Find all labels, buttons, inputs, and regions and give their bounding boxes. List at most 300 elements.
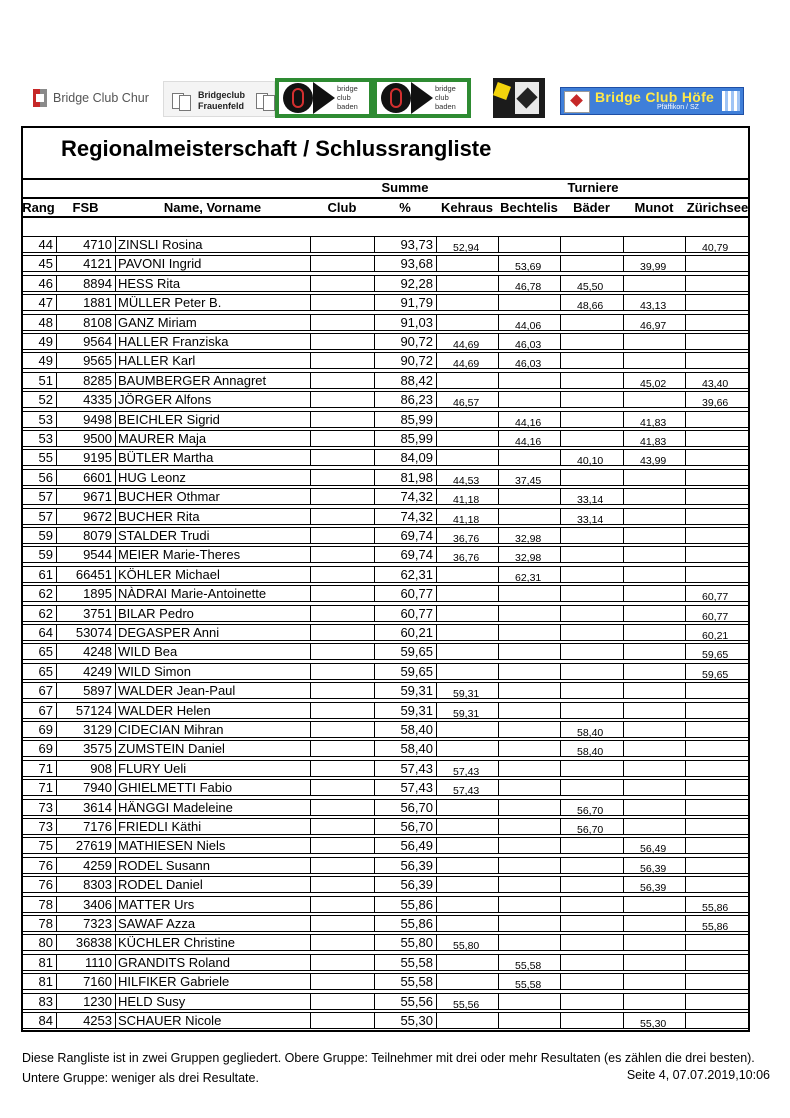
cell-zuerichsee xyxy=(685,469,750,486)
cell-munot xyxy=(623,643,686,660)
cell-name: MAURER Maja xyxy=(115,430,311,447)
cell-rang: 81 xyxy=(21,954,57,971)
cell-kehraus xyxy=(436,721,499,738)
cell-name: SAWAF Azza xyxy=(115,915,311,932)
cell-club xyxy=(310,333,375,350)
cell-pct: 55,86 xyxy=(374,896,437,913)
cell-fsb: 4259 xyxy=(56,857,116,874)
cell-club xyxy=(310,352,375,369)
cell-pct: 56,70 xyxy=(374,818,437,835)
cell-name: WALDER Helen xyxy=(115,702,311,719)
cell-munot xyxy=(623,333,686,350)
cell-fsb: 8303 xyxy=(56,876,116,893)
cell-zuerichsee xyxy=(685,837,750,854)
cell-zuerichsee xyxy=(685,973,750,990)
cell-club xyxy=(310,430,375,447)
cell-pct: 84,09 xyxy=(374,449,437,466)
chur-logo-text: Bridge Club Chur xyxy=(53,91,149,105)
cell-club xyxy=(310,876,375,893)
cell-baeder xyxy=(560,469,624,486)
cell-rang: 56 xyxy=(21,469,57,486)
cell-munot: 55,30 xyxy=(623,1012,686,1029)
cell-name: FRIEDLI Käthi xyxy=(115,818,311,835)
cell-baeder xyxy=(560,915,624,932)
cell-munot xyxy=(623,721,686,738)
cell-club xyxy=(310,391,375,408)
cell-club xyxy=(310,779,375,796)
cell-kehraus: 55,80 xyxy=(436,934,499,951)
bridge-club-hoefe-logo xyxy=(560,87,744,115)
cell-name: WILD Bea xyxy=(115,643,311,660)
cell-club xyxy=(310,411,375,428)
cell-fsb: 8894 xyxy=(56,275,116,292)
cell-rang: 53 xyxy=(21,411,57,428)
baden-logo-text-2: club xyxy=(337,93,351,102)
footer-note: Diese Rangliste ist in zwei Gruppen gegliedert. Obere Gruppe: Teilnehmer mit drei oder mehr Resultaten (es zählen die drei besten). Untere Gruppe: weniger als drei Resultate. xyxy=(22,1051,755,1085)
cell-bechtelis: 32,98 xyxy=(498,546,561,563)
cell-baeder xyxy=(560,546,624,563)
cell-munot: 46,97 xyxy=(623,314,686,331)
cell-rang: 65 xyxy=(21,663,57,680)
cell-rang: 59 xyxy=(21,546,57,563)
cell-fsb: 1895 xyxy=(56,585,116,602)
cell-baeder xyxy=(560,760,624,777)
cell-fsb: 7940 xyxy=(56,779,116,796)
cell-munot xyxy=(623,488,686,505)
cell-zuerichsee xyxy=(685,333,750,350)
cell-name: HALLER Franziska xyxy=(115,333,311,350)
cell-name: JÖRGER Alfons xyxy=(115,391,311,408)
cell-bechtelis xyxy=(498,508,561,525)
cell-bechtelis xyxy=(498,488,561,505)
cell-zuerichsee xyxy=(685,411,750,428)
cell-bechtelis xyxy=(498,818,561,835)
cell-bechtelis xyxy=(498,876,561,893)
cell-baeder: 48,66 xyxy=(560,294,624,311)
cell-munot xyxy=(623,391,686,408)
cell-baeder xyxy=(560,391,624,408)
cell-rang: 57 xyxy=(21,508,57,525)
cell-munot xyxy=(623,527,686,544)
cell-munot: 45,02 xyxy=(623,372,686,389)
cell-zuerichsee xyxy=(685,546,750,563)
cell-baeder xyxy=(560,934,624,951)
cell-kehraus xyxy=(436,372,499,389)
cell-kehraus xyxy=(436,799,499,816)
cell-munot: 41,83 xyxy=(623,411,686,428)
cell-pct: 91,03 xyxy=(374,314,437,331)
cell-munot xyxy=(623,352,686,369)
cell-fsb: 3614 xyxy=(56,799,116,816)
cell-baeder: 33,14 xyxy=(560,508,624,525)
cell-bechtelis xyxy=(498,760,561,777)
cell-rang: 52 xyxy=(21,391,57,408)
cell-kehraus xyxy=(436,876,499,893)
cell-munot: 43,13 xyxy=(623,294,686,311)
cell-club xyxy=(310,527,375,544)
cell-kehraus xyxy=(436,915,499,932)
cell-bechtelis xyxy=(498,605,561,622)
cell-rang: 44 xyxy=(21,236,57,253)
column-header-club: Club xyxy=(327,200,357,215)
bridge-club-chur-logo xyxy=(33,86,149,110)
cell-bechtelis: 44,06 xyxy=(498,314,561,331)
cell-bechtelis xyxy=(498,702,561,719)
cell-kehraus: 46,57 xyxy=(436,391,499,408)
cell-munot xyxy=(623,818,686,835)
cell-rang: 61 xyxy=(21,566,57,583)
cell-munot xyxy=(623,896,686,913)
cell-zuerichsee: 59,65 xyxy=(685,663,750,680)
cell-pct: 55,58 xyxy=(374,954,437,971)
cell-name: BEICHLER Sigrid xyxy=(115,411,311,428)
page-info: Seite 4, 07.07.2019,10:06 xyxy=(626,1068,770,1082)
cell-kehraus xyxy=(436,837,499,854)
cell-pct: 59,65 xyxy=(374,643,437,660)
yellow-emblem-icon xyxy=(493,82,511,100)
baden-emblem-icon xyxy=(381,83,411,113)
cell-name: STALDER Trudi xyxy=(115,527,311,544)
cell-club xyxy=(310,663,375,680)
cell-rang: 48 xyxy=(21,314,57,331)
cell-baeder: 40,10 xyxy=(560,449,624,466)
cell-fsb: 8285 xyxy=(56,372,116,389)
cell-fsb: 1881 xyxy=(56,294,116,311)
cell-fsb: 9500 xyxy=(56,430,116,447)
cell-zuerichsee xyxy=(685,488,750,505)
cell-fsb: 4335 xyxy=(56,391,116,408)
cell-fsb: 9544 xyxy=(56,546,116,563)
cell-zuerichsee xyxy=(685,314,750,331)
cell-zuerichsee: 60,77 xyxy=(685,585,750,602)
column-header-baeder: Bäder xyxy=(573,200,610,215)
cell-name: HELD Susy xyxy=(115,993,311,1010)
cell-rang: 78 xyxy=(21,915,57,932)
cell-kehraus: 59,31 xyxy=(436,682,499,699)
cell-club xyxy=(310,799,375,816)
cell-fsb: 4248 xyxy=(56,643,116,660)
cell-rang: 62 xyxy=(21,585,57,602)
cell-pct: 55,56 xyxy=(374,993,437,1010)
cell-baeder xyxy=(560,1012,624,1029)
cell-rang: 62 xyxy=(21,605,57,622)
cell-fsb: 27619 xyxy=(56,837,116,854)
cell-pct: 60,77 xyxy=(374,585,437,602)
cell-rang: 65 xyxy=(21,643,57,660)
cell-kehraus: 59,31 xyxy=(436,702,499,719)
cell-name: CIDECIAN Mihran xyxy=(115,721,311,738)
cell-bechtelis: 55,58 xyxy=(498,973,561,990)
cell-name: WALDER Jean-Paul xyxy=(115,682,311,699)
cell-baeder: 33,14 xyxy=(560,488,624,505)
cell-club xyxy=(310,934,375,951)
cell-baeder: 58,40 xyxy=(560,721,624,738)
baden-logo-text-1: bridge xyxy=(337,84,358,93)
cell-club xyxy=(310,740,375,757)
cell-club xyxy=(310,896,375,913)
baden-logo-text-2: club xyxy=(435,93,449,102)
cell-fsb: 3751 xyxy=(56,605,116,622)
cell-club xyxy=(310,314,375,331)
cell-munot xyxy=(623,993,686,1010)
cell-bechtelis: 44,16 xyxy=(498,430,561,447)
cell-rang: 53 xyxy=(21,430,57,447)
cell-zuerichsee: 40,79 xyxy=(685,236,750,253)
cell-pct: 60,77 xyxy=(374,605,437,622)
cell-fsb: 1110 xyxy=(56,954,116,971)
cell-kehraus: 44,69 xyxy=(436,333,499,350)
cell-munot: 41,83 xyxy=(623,430,686,447)
cell-zuerichsee xyxy=(685,954,750,971)
page-title: Regionalmeisterschaft / Schlussrangliste xyxy=(61,136,492,161)
cell-bechtelis: 44,16 xyxy=(498,411,561,428)
cell-pct: 57,43 xyxy=(374,760,437,777)
cell-rang: 49 xyxy=(21,352,57,369)
cell-zuerichsee: 59,65 xyxy=(685,643,750,660)
cell-pct: 86,23 xyxy=(374,391,437,408)
cell-name: MEIER Marie-Theres xyxy=(115,546,311,563)
cell-name: DEGASPER Anni xyxy=(115,624,311,641)
cell-baeder xyxy=(560,352,624,369)
cell-zuerichsee xyxy=(685,1012,750,1029)
cell-club xyxy=(310,294,375,311)
cell-name: ZINSLI Rosina xyxy=(115,236,311,253)
cell-bechtelis xyxy=(498,391,561,408)
cell-rang: 45 xyxy=(21,255,57,272)
cell-baeder xyxy=(560,411,624,428)
cell-baeder xyxy=(560,236,624,253)
cell-name: RODEL Susann xyxy=(115,857,311,874)
cell-baeder xyxy=(560,624,624,641)
cell-rang: 83 xyxy=(21,993,57,1010)
cell-baeder xyxy=(560,837,624,854)
cell-bechtelis xyxy=(498,663,561,680)
cell-pct: 69,74 xyxy=(374,527,437,544)
cell-baeder xyxy=(560,954,624,971)
header-summe: Summe xyxy=(381,180,429,195)
cell-bechtelis: 37,45 xyxy=(498,469,561,486)
playing-card-icon xyxy=(179,95,191,111)
cell-club xyxy=(310,857,375,874)
cell-kehraus: 44,69 xyxy=(436,352,499,369)
cell-munot xyxy=(623,973,686,990)
cell-name: ZUMSTEIN Daniel xyxy=(115,740,311,757)
cell-baeder: 45,50 xyxy=(560,275,624,292)
cell-rang: 76 xyxy=(21,857,57,874)
baden-logo-text-3: baden xyxy=(337,102,358,111)
cell-pct: 93,73 xyxy=(374,236,437,253)
cell-zuerichsee: 60,77 xyxy=(685,605,750,622)
cell-munot xyxy=(623,469,686,486)
cell-fsb: 4249 xyxy=(56,663,116,680)
cell-club xyxy=(310,255,375,272)
cell-fsb: 7160 xyxy=(56,973,116,990)
cell-name: HALLER Karl xyxy=(115,352,311,369)
cell-zuerichsee xyxy=(685,934,750,951)
cell-zuerichsee: 55,86 xyxy=(685,915,750,932)
cell-kehraus xyxy=(436,314,499,331)
cell-rang: 51 xyxy=(21,372,57,389)
cell-pct: 92,28 xyxy=(374,275,437,292)
cell-munot xyxy=(623,954,686,971)
cell-rang: 49 xyxy=(21,333,57,350)
cell-pct: 81,98 xyxy=(374,469,437,486)
cell-munot xyxy=(623,740,686,757)
cell-baeder xyxy=(560,430,624,447)
cell-name: MATHIESEN Niels xyxy=(115,837,311,854)
column-header-munot: Munot xyxy=(634,200,674,215)
cell-bechtelis xyxy=(498,896,561,913)
cell-fsb: 4253 xyxy=(56,1012,116,1029)
cell-fsb: 3575 xyxy=(56,740,116,757)
baden-logo-text-1: bridge xyxy=(435,84,456,93)
cell-zuerichsee xyxy=(685,682,750,699)
cell-fsb: 5897 xyxy=(56,682,116,699)
cell-munot xyxy=(623,585,686,602)
club-shield-logo xyxy=(493,78,545,118)
cell-munot: 43,99 xyxy=(623,449,686,466)
cell-bechtelis xyxy=(498,857,561,874)
cell-baeder xyxy=(560,585,624,602)
cell-rang: 59 xyxy=(21,527,57,544)
cell-kehraus xyxy=(436,566,499,583)
cell-fsb: 9565 xyxy=(56,352,116,369)
cell-kehraus xyxy=(436,857,499,874)
cell-munot: 56,39 xyxy=(623,876,686,893)
header-turniere: Turniere xyxy=(567,180,619,195)
cell-zuerichsee xyxy=(685,508,750,525)
cell-baeder: 58,40 xyxy=(560,740,624,757)
cell-baeder xyxy=(560,333,624,350)
cell-kehraus xyxy=(436,449,499,466)
cell-rang: 75 xyxy=(21,837,57,854)
bridge-club-baden-logo xyxy=(275,78,373,118)
baden-emblem-icon xyxy=(283,83,313,113)
cell-fsb: 9195 xyxy=(56,449,116,466)
cell-munot xyxy=(623,566,686,583)
cell-pct: 74,32 xyxy=(374,508,437,525)
cell-club xyxy=(310,372,375,389)
cell-zuerichsee xyxy=(685,430,750,447)
cell-munot xyxy=(623,760,686,777)
cell-bechtelis xyxy=(498,799,561,816)
cell-pct: 58,40 xyxy=(374,721,437,738)
cell-baeder xyxy=(560,993,624,1010)
cell-name: RODEL Daniel xyxy=(115,876,311,893)
cell-rang: 71 xyxy=(21,760,57,777)
cell-munot xyxy=(623,546,686,563)
cell-zuerichsee xyxy=(685,294,750,311)
cell-zuerichsee xyxy=(685,352,750,369)
cell-baeder: 56,70 xyxy=(560,799,624,816)
hoefe-logo-subtext: Pfäffikon / SZ xyxy=(657,104,699,111)
cell-pct: 93,68 xyxy=(374,255,437,272)
cell-pct: 56,39 xyxy=(374,857,437,874)
cell-name: HÄNGGI Madeleine xyxy=(115,799,311,816)
cell-pct: 57,43 xyxy=(374,779,437,796)
cell-kehraus xyxy=(436,275,499,292)
cell-zuerichsee xyxy=(685,760,750,777)
cell-zuerichsee xyxy=(685,566,750,583)
cell-club xyxy=(310,488,375,505)
cell-club xyxy=(310,915,375,932)
cell-kehraus xyxy=(436,954,499,971)
cell-zuerichsee xyxy=(685,449,750,466)
cell-zuerichsee: 39,66 xyxy=(685,391,750,408)
cell-zuerichsee: 55,86 xyxy=(685,896,750,913)
cell-fsb: 3406 xyxy=(56,896,116,913)
cell-fsb: 908 xyxy=(56,760,116,777)
cell-munot xyxy=(623,508,686,525)
cell-munot xyxy=(623,275,686,292)
cell-bechtelis xyxy=(498,1012,561,1029)
cell-pct: 59,31 xyxy=(374,682,437,699)
cell-rang: 67 xyxy=(21,682,57,699)
cell-munot: 39,99 xyxy=(623,255,686,272)
cell-pct: 58,40 xyxy=(374,740,437,757)
cell-club xyxy=(310,469,375,486)
frauenfeld-logo-text-2: Frauenfeld xyxy=(198,101,245,111)
cell-pct: 62,31 xyxy=(374,566,437,583)
cell-zuerichsee xyxy=(685,779,750,796)
cell-bechtelis: 53,69 xyxy=(498,255,561,272)
cell-rang: 67 xyxy=(21,702,57,719)
cell-club xyxy=(310,236,375,253)
cell-pct: 55,86 xyxy=(374,915,437,932)
cell-bechtelis xyxy=(498,643,561,660)
cell-kehraus: 41,18 xyxy=(436,508,499,525)
cell-baeder xyxy=(560,896,624,913)
cell-club xyxy=(310,585,375,602)
cell-bechtelis: 46,78 xyxy=(498,275,561,292)
cell-club xyxy=(310,954,375,971)
cell-kehraus: 44,53 xyxy=(436,469,499,486)
cell-club xyxy=(310,837,375,854)
cell-pct: 55,80 xyxy=(374,934,437,951)
cell-zuerichsee xyxy=(685,799,750,816)
cell-kehraus: 52,94 xyxy=(436,236,499,253)
cell-baeder xyxy=(560,973,624,990)
cell-pct: 56,39 xyxy=(374,876,437,893)
cell-zuerichsee: 43,40 xyxy=(685,372,750,389)
cell-name: HESS Rita xyxy=(115,275,311,292)
cell-name: BAUMBERGER Annagret xyxy=(115,372,311,389)
cell-fsb: 66451 xyxy=(56,566,116,583)
cell-bechtelis xyxy=(498,449,561,466)
cell-zuerichsee xyxy=(685,255,750,272)
cell-name: GANZ Miriam xyxy=(115,314,311,331)
cell-kehraus xyxy=(436,643,499,660)
cell-kehraus xyxy=(436,624,499,641)
cell-bechtelis xyxy=(498,624,561,641)
divider xyxy=(21,197,750,199)
cell-fsb: 6601 xyxy=(56,469,116,486)
divider xyxy=(21,216,750,218)
cell-fsb: 7176 xyxy=(56,818,116,835)
cell-baeder xyxy=(560,372,624,389)
cell-pct: 91,79 xyxy=(374,294,437,311)
cell-bechtelis xyxy=(498,372,561,389)
cell-munot xyxy=(623,779,686,796)
baden-logo-text-3: baden xyxy=(435,102,456,111)
cell-bechtelis xyxy=(498,740,561,757)
cell-bechtelis: 46,03 xyxy=(498,352,561,369)
cell-pct: 56,49 xyxy=(374,837,437,854)
cell-rang: 71 xyxy=(21,779,57,796)
cell-rang: 69 xyxy=(21,740,57,757)
frauenfeld-logo-text-1: Bridgeclub xyxy=(198,90,246,100)
cell-munot xyxy=(623,799,686,816)
